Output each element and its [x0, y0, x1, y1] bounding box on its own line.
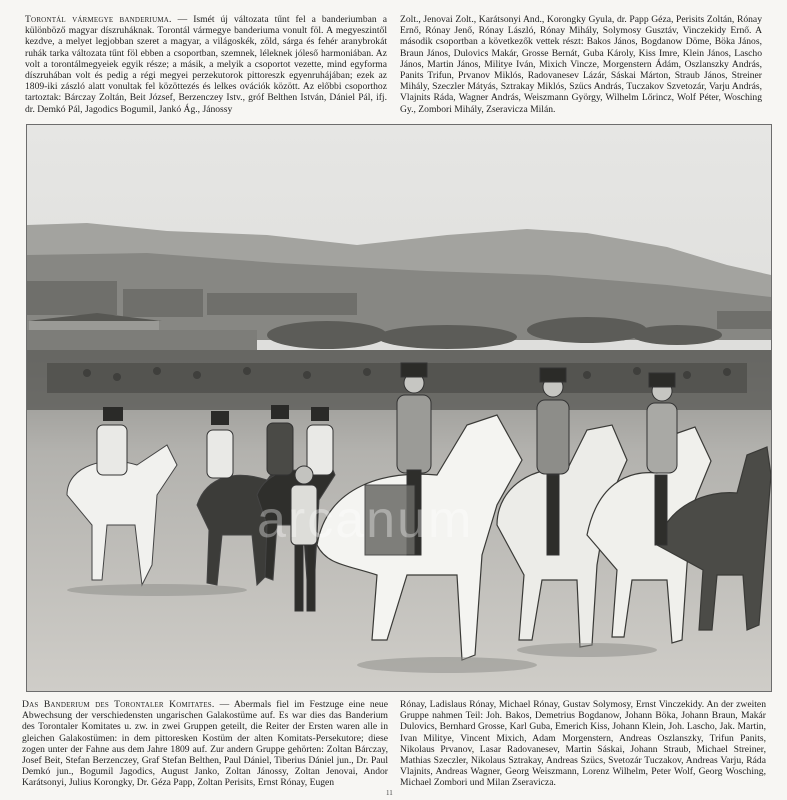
- crowd: [47, 363, 747, 393]
- arcanum-watermark: arcanum: [257, 491, 474, 549]
- hungarian-caption-title: Torontál vármegye banderiuma.: [25, 14, 172, 25]
- hungarian-caption-right-column: [400, 14, 762, 118]
- german-caption-right-column: [400, 699, 766, 789]
- hungarian-caption-left-column: [25, 14, 387, 118]
- german-caption-body-left: — Abermals fiel im Festzuge eine neue Abwechsung der verschiedensten ungarischen Galakostüme auf. Es war dies das Banderium des Torontaler Komitates u. zw. in zwei Gruppen geteilt, die Reiter der Ersten waren alle in gleichen Galakostümen: in dem pittoresken Kostüm der alten Komitats-Persekutore; diese zogen unter der Fahne aus dem Jahre 1809 auf. Zur andern Gruppe gehörten: Zoltan Bárczay, Josef Beit, Stefan Berzenczey, Graf Stefan Belthen, Paul Dániel, Tiberius Dániel jun., Dr. Paul Demkó jun., Bogumil Jagodics, August Janko, Zoltan Jánossy, Zoltan Jenovai, Andor Karátsonyi, Julius Korongky, Dr. Géza Papp, Zoltan Perisits, Ernst Rónay, Eugen: [22, 699, 388, 789]
- german-caption-left-column: [22, 699, 388, 789]
- german-caption-title: Das Banderium des Torontaler Komitates.: [22, 699, 215, 710]
- banderium-photograph: [26, 124, 772, 692]
- hungarian-caption-body-right: Zolt., Jenovai Zolt., Karátsonyi And., Korongky Gyula, dr. Papp Géza, Perisits Zoltán, Rónay Ernő, Rónay Jenő, Rónay László, Rónay Mihály, Solymosy Gusztáv, Vinczekidy Ernő. A második csoportban a következők vettek részt: Bakos János, Bogdanow Döme, Böka János, Braun János, Dulovics Makár, Grosse Bernát, Guba Károly, Kiss Imre, Klein János, Lascho János, Martin János, Militye Iván, Mixich Vincze, Morgenstern Ádám, Oszlanszky András, Panits Trifun, Prvanov Miklós, Radovanesev Lázár, Sáskai Márton, Straub János, Streiner Mihály, Szeczler Mátyás, Sztrakay Miklós, Szücs András, Tuczakov Szvetozár, Varju András, Vlajnits Ráda, Wagner András, Weiszmann György, Wilhelm Lőrincz, Wolf Péter, Wosching Gy., Zombori Mihály, Zseravicza Milán.: [400, 14, 762, 115]
- german-caption-body-right: Rónay, Ladislaus Rónay, Michael Rónay, Gustav Solymosy, Ernst Vinczekidy. An der zweiten Gruppe nahmen Teil: Joh. Bakos, Demetrius Bogdanow, Johann Böka, Johann Braun, Makár Dulovics, Bernhard Grosse, Karl Guba, Emerich Kiss, Johann Klein, Joh. Lascho, Jak. Martin, Ivan Militye, Vincent Mixich, Adam Morgenstern, Andreas Oszlanszky, Trifun Panits, Nikolaus Prvanov, Lasar Radovanesev, Martin Sáskai, Johann Straub, Michael Streiner, Mathias Szeczler, Nikolaus Sztrakay, Andreas Szücs, Svetozár Tuczakov, Andreas Varju, Ráda Vlajnits, Andreas Wagner, Georg Weiszmann, Lorenz Wilhelm, Peter Wolf, Georg Wosching, Michael Zombori und Milan Zseravicza.: [400, 699, 766, 789]
- photograph-illustration: [27, 125, 771, 691]
- page-number: 11: [386, 789, 393, 797]
- hungarian-caption-body-left: — Ismét új változata tűnt fel a banderiumban a különböző magyar díszruháknak. Torontál vármegye banderiuma vonult föl. A megyeszintől kezdve, a melyet legjobban szeret a magyar, a világoskék, zöld, sárga és fehér aranybrokát ruhák tarka változata tűnt föl ebben a csoportban, szemnek, léleknek jóleső harmoniában. Az volt a torontálmegyeiek egyik része; a másik, a melyik a csoportot vezette, mind egyforma díszruhában volt és pedig a régi megyei perzekutorok pittoreszk egyenruhájában; ezek az 1809-iki zászló alatt vonultak fel közöttezés és lelkes ovációk között. Az előbbi csoporthoz tartoztak: Bárczay Zoltán, Beit József, Berzenczey Istv., gróf Belthen István, Dániel Pál, ifj. dr. Demkó Pál, Jagodics Bogumil, Jankó Ág., Jánossy: [25, 14, 387, 115]
